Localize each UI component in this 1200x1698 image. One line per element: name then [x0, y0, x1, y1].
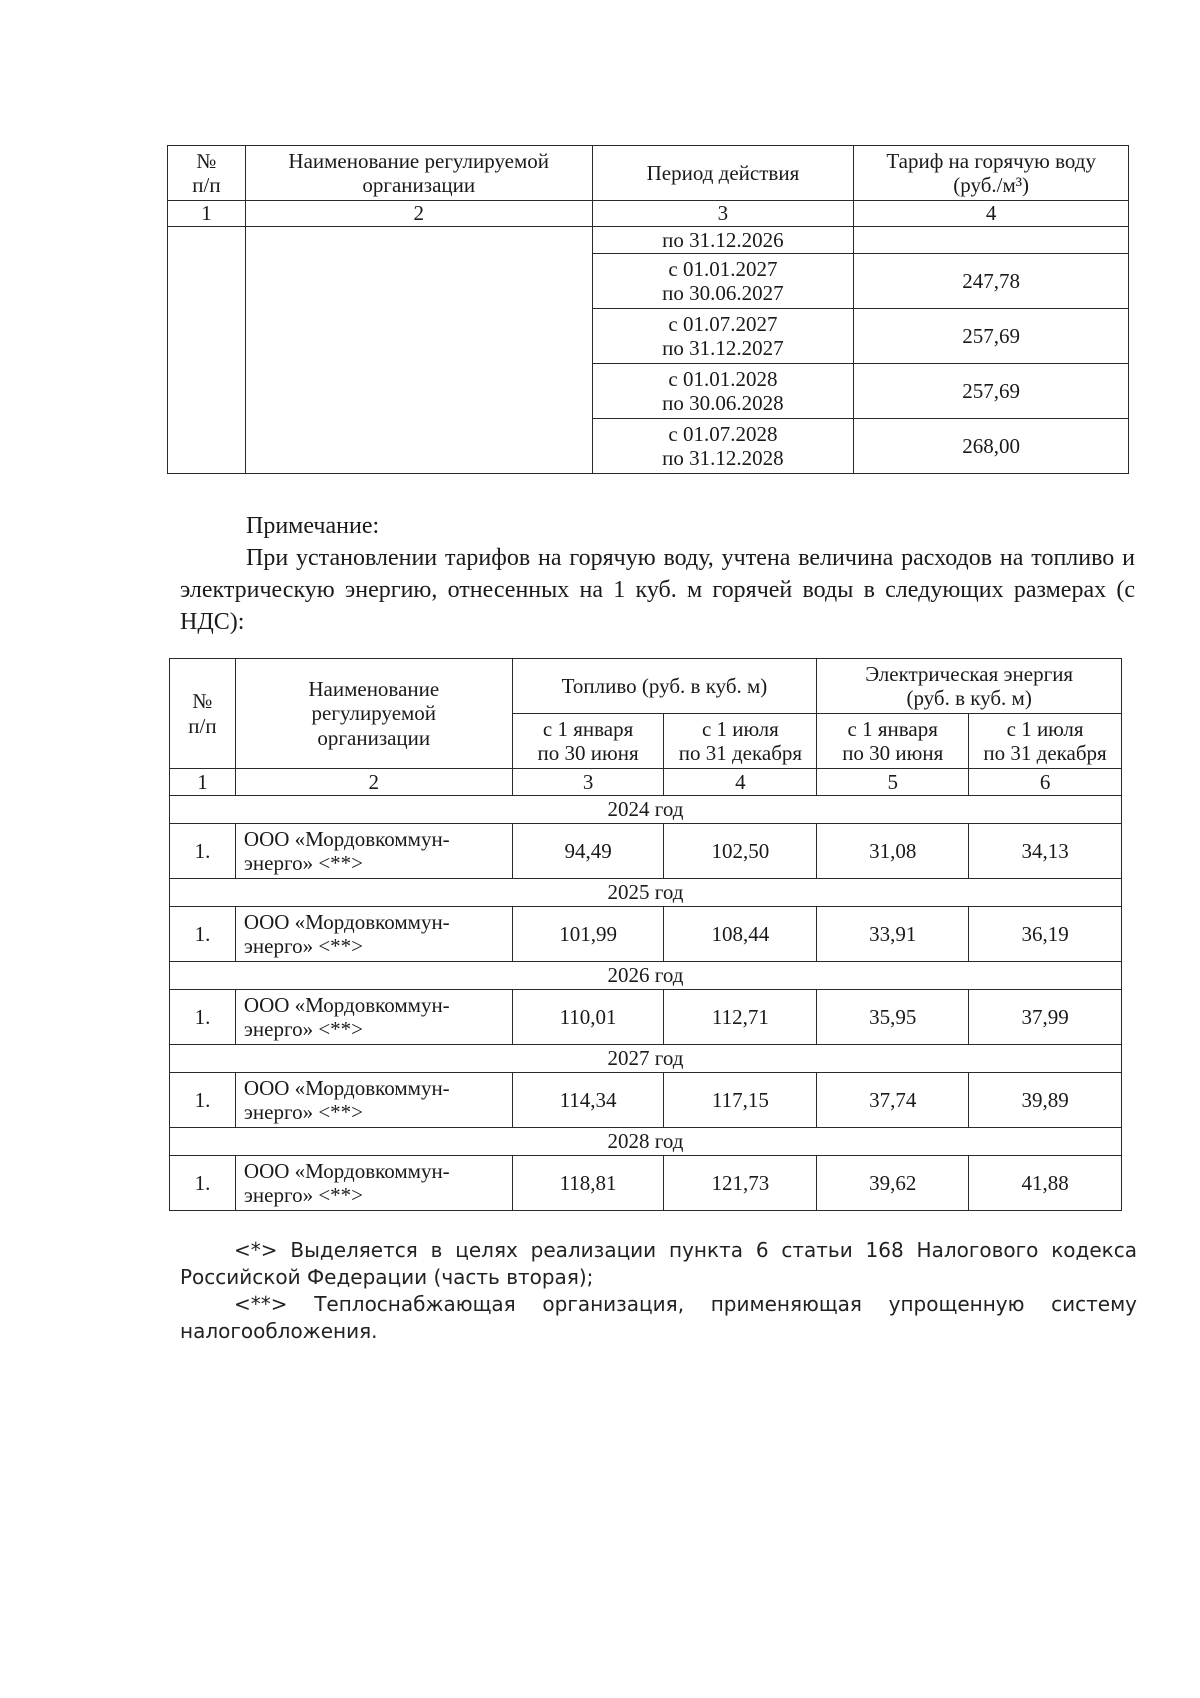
value-cell: 39,62: [817, 1156, 969, 1211]
col-number: 6: [969, 769, 1122, 796]
empty-org-cell: [245, 227, 592, 474]
column-number-row: [170, 769, 1122, 796]
subheader-period: с 1 января по 30 июня: [512, 714, 664, 769]
tariff-cell: [854, 227, 1129, 254]
row-num: 1.: [170, 907, 236, 962]
table-row: [170, 1073, 1122, 1128]
footnotes: [180, 1237, 1137, 1345]
header-num: № п/п: [168, 146, 246, 201]
value-cell: 114,34: [512, 1073, 664, 1128]
year-row: [170, 1128, 1122, 1156]
note-title: Примечание:: [246, 513, 380, 539]
period-cell: с 01.07.2028 по 31.12.2028: [592, 419, 854, 474]
value-cell: 112,71: [664, 990, 817, 1045]
value-cell: 94,49: [512, 824, 664, 879]
header-fuel: Топливо (руб. в куб. м): [512, 659, 817, 714]
table-header-row: [168, 146, 1129, 201]
table-row: [170, 990, 1122, 1045]
note-section: [180, 510, 1135, 638]
table-row: [170, 1156, 1122, 1211]
col-number: 3: [592, 201, 854, 227]
col-number: 5: [817, 769, 969, 796]
empty-num-cell: [168, 227, 246, 474]
hot-water-tariff-table: [167, 145, 1129, 474]
col-number: 2: [235, 769, 512, 796]
value-cell: 33,91: [817, 907, 969, 962]
value-cell: 39,89: [969, 1073, 1122, 1128]
col-number: 2: [245, 201, 592, 227]
value-cell: 37,99: [969, 990, 1122, 1045]
org-name: ООО «Мордовкоммун- энерго» <**>: [235, 990, 512, 1045]
value-cell: 117,15: [664, 1073, 817, 1128]
year-row: [170, 796, 1122, 824]
value-cell: 101,99: [512, 907, 664, 962]
year-row: [170, 1045, 1122, 1073]
subheader-period: с 1 июля по 31 декабря: [664, 714, 817, 769]
value-cell: 108,44: [664, 907, 817, 962]
header-period: Период действия: [592, 146, 854, 201]
tariff-cell: 268,00: [854, 419, 1129, 474]
value-cell: 118,81: [512, 1156, 664, 1211]
footnote-1: <*> Выделяется в целях реализации пункта 6 статьи 168 Налогового кодекса Российской Федерации (часть вторая);: [180, 1238, 1137, 1289]
fuel-electricity-cost-table: [169, 658, 1122, 1211]
table-row: [170, 824, 1122, 879]
period-cell: с 01.07.2027 по 31.12.2027: [592, 309, 854, 364]
year-label: 2028 год: [170, 1128, 1122, 1156]
org-name: ООО «Мордовкоммун- энерго» <**>: [235, 1073, 512, 1128]
tariff-cell: 257,69: [854, 309, 1129, 364]
col-number: 1: [170, 769, 236, 796]
org-name: ООО «Мордовкоммун- энерго» <**>: [235, 1156, 512, 1211]
value-cell: 35,95: [817, 990, 969, 1045]
tariff-cell: 257,69: [854, 364, 1129, 419]
org-name: ООО «Мордовкоммун- энерго» <**>: [235, 907, 512, 962]
year-label: 2027 год: [170, 1045, 1122, 1073]
header-org: Наименование регулируемой организации: [245, 146, 592, 201]
col-number: 4: [664, 769, 817, 796]
value-cell: 102,50: [664, 824, 817, 879]
note-text: При установлении тарифов на горячую воду, учтена величина расходов на топливо и электрическую энергию, отнесенных на 1 куб. м горячей воды в следующих размерах (с НДС):: [180, 545, 1135, 635]
table-row: [168, 227, 1129, 254]
footnote-2: <**> Теплоснабжающая организация, применяющая упрощенную систему: [234, 1292, 1137, 1316]
org-name: ООО «Мордовкоммун- энерго» <**>: [235, 824, 512, 879]
value-cell: 36,19: [969, 907, 1122, 962]
year-row: [170, 962, 1122, 990]
col-number: 1: [168, 201, 246, 227]
period-cell: с 01.01.2028 по 30.06.2028: [592, 364, 854, 419]
subheader-period: с 1 января по 30 июня: [817, 714, 969, 769]
table-row: [170, 907, 1122, 962]
column-number-row: [168, 201, 1129, 227]
row-num: 1.: [170, 1073, 236, 1128]
subheader-period: с 1 июля по 31 декабря: [969, 714, 1122, 769]
row-num: 1.: [170, 1156, 236, 1211]
header-num: № п/п: [170, 659, 236, 769]
tariff-cell: 247,78: [854, 254, 1129, 309]
header-electricity: Электрическая энергия (руб. в куб. м): [817, 659, 1122, 714]
row-num: 1.: [170, 990, 236, 1045]
value-cell: 37,74: [817, 1073, 969, 1128]
col-number: 4: [854, 201, 1129, 227]
value-cell: 121,73: [664, 1156, 817, 1211]
year-row: [170, 879, 1122, 907]
year-label: 2025 год: [170, 879, 1122, 907]
header-tariff: Тариф на горячую воду (руб./м³): [854, 146, 1129, 201]
table-header-row: [170, 659, 1122, 714]
year-label: 2026 год: [170, 962, 1122, 990]
value-cell: 34,13: [969, 824, 1122, 879]
header-org: Наименование регулируемой организации: [235, 659, 512, 769]
period-cell: с 01.01.2027 по 30.06.2027: [592, 254, 854, 309]
period-cell: по 31.12.2026: [592, 227, 854, 254]
value-cell: 110,01: [512, 990, 664, 1045]
col-number: 3: [512, 769, 664, 796]
row-num: 1.: [170, 824, 236, 879]
footnote-2-continuation: налогообложения.: [180, 1319, 378, 1343]
value-cell: 31,08: [817, 824, 969, 879]
year-label: 2024 год: [170, 796, 1122, 824]
value-cell: 41,88: [969, 1156, 1122, 1211]
